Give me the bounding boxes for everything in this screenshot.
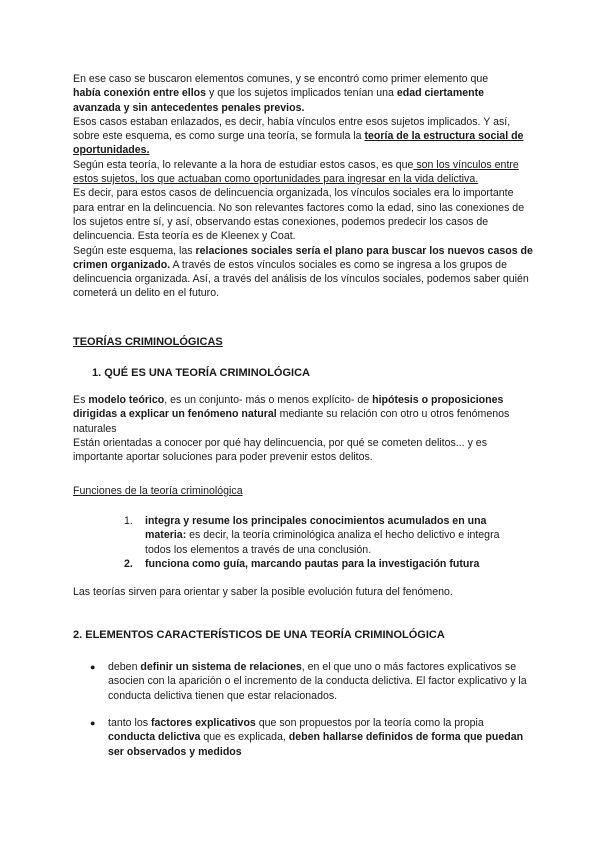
elementos-list-2 bbox=[90, 716, 530, 759]
elementos-list bbox=[90, 660, 530, 703]
funciones-title: Funciones de la teoría criminológica bbox=[73, 485, 243, 497]
funciones-list bbox=[124, 514, 524, 571]
paragraph-1: En ese caso se buscaron elementos comunes, y se encontró como primer elemento que había conexión entre ellos y que los sujetos implicados tenían una edad ciertamente avanzada y sin antecedentes penales previos. bbox=[73, 73, 489, 114]
list-number: 1. bbox=[124, 515, 133, 527]
paragraph-4: Es decir, para estos casos de delincuencia organizada, los vínculos sociales era lo importante para entrar en la delincuencia. No son relevantes factores como la edad, sino las conexiones de los sujetos entre sí, y así, observando estas conexiones, podemos predecir los casos de delincuencia. Esta teoría es de Kleenex y Coat. bbox=[73, 187, 525, 243]
paragraph-2: Esos casos estaban enlazados, es decir, había vínculos entre esos sujetos implicados. Y así, sobre este esquema, es como surge una teoría, se formula la teoría de la estructura social de oportunidades. bbox=[73, 115, 524, 157]
paragraph-7: Están orientadas a conocer por qué hay delincuencia, por qué se cometen delitos... y es importante aportar soluciones para poder prevenir estos delitos. bbox=[73, 436, 487, 464]
definition-section bbox=[73, 393, 533, 464]
subsection-heading-que-es: 1. QUÉ ES UNA TEORÍA CRIMINOLÓGICA bbox=[92, 367, 310, 379]
paragraph-3: Según esta teoría, lo relevante a la hora de estudiar estos casos, es que son los vínculos entre estos sujetos, los que actuaban como oportunidades para ingresar en la vida delictiva. bbox=[73, 158, 519, 186]
paragraph-6: Es modelo teórico, es un conjunto- más o menos explícito- de hipótesis o proposiciones dirigidas a explicar un fenómeno natural mediante su relación con otro u otros fenómenos naturales bbox=[73, 394, 510, 435]
bullet-icon: ● bbox=[90, 718, 96, 728]
list-item: 2. funciona como guía, marcando pautas para la investigación futura bbox=[124, 557, 480, 570]
paragraph-8: Las teorías sirven para orientar y saber la posible evolución futura del fenómeno. bbox=[73, 586, 453, 598]
bullet-item: ● deben definir un sistema de relaciones, en el que uno o más factores explicativos se asocien con la aparición o el incremento de la conducta delictiva. El factor explicativo y la conducta delictiva tienen que estar relacionados. bbox=[90, 661, 527, 702]
list-item: 1. integra y resume los principales conocimientos acumulados en una materia: es decir, la teoría criminológica analiza el hecho delictivo e integra todos los elementos a través de una conclusión. bbox=[124, 515, 500, 556]
intro-section bbox=[73, 72, 533, 301]
bullet-item: ● tanto los factores explicativos que son propuestos por la teoría como la propia conducta delictiva que es explicada, deben hallarse definidos de forma que puedan ser observados y medidos bbox=[90, 717, 524, 758]
bullet-icon: ● bbox=[90, 662, 96, 672]
list-number: 2. bbox=[124, 557, 133, 570]
section-heading-elementos: 2. ELEMENTOS CARACTERÍSTICOS DE UNA TEORÍA CRIMINOLÓGICA bbox=[73, 629, 445, 641]
paragraph-5: Según este esquema, las relaciones sociales sería el plano para buscar los nuevos casos de crimen organizado. A través de estos vínculos sociales es como se ingresa a los grupos de delincuencia organizada. Así, a través del análisis de los vínculos sociales, podemos saber quién cometerá un delito en el futuro. bbox=[73, 244, 533, 300]
section-heading-teorias: TEORÍAS CRIMINOLÓGICAS bbox=[73, 336, 223, 348]
